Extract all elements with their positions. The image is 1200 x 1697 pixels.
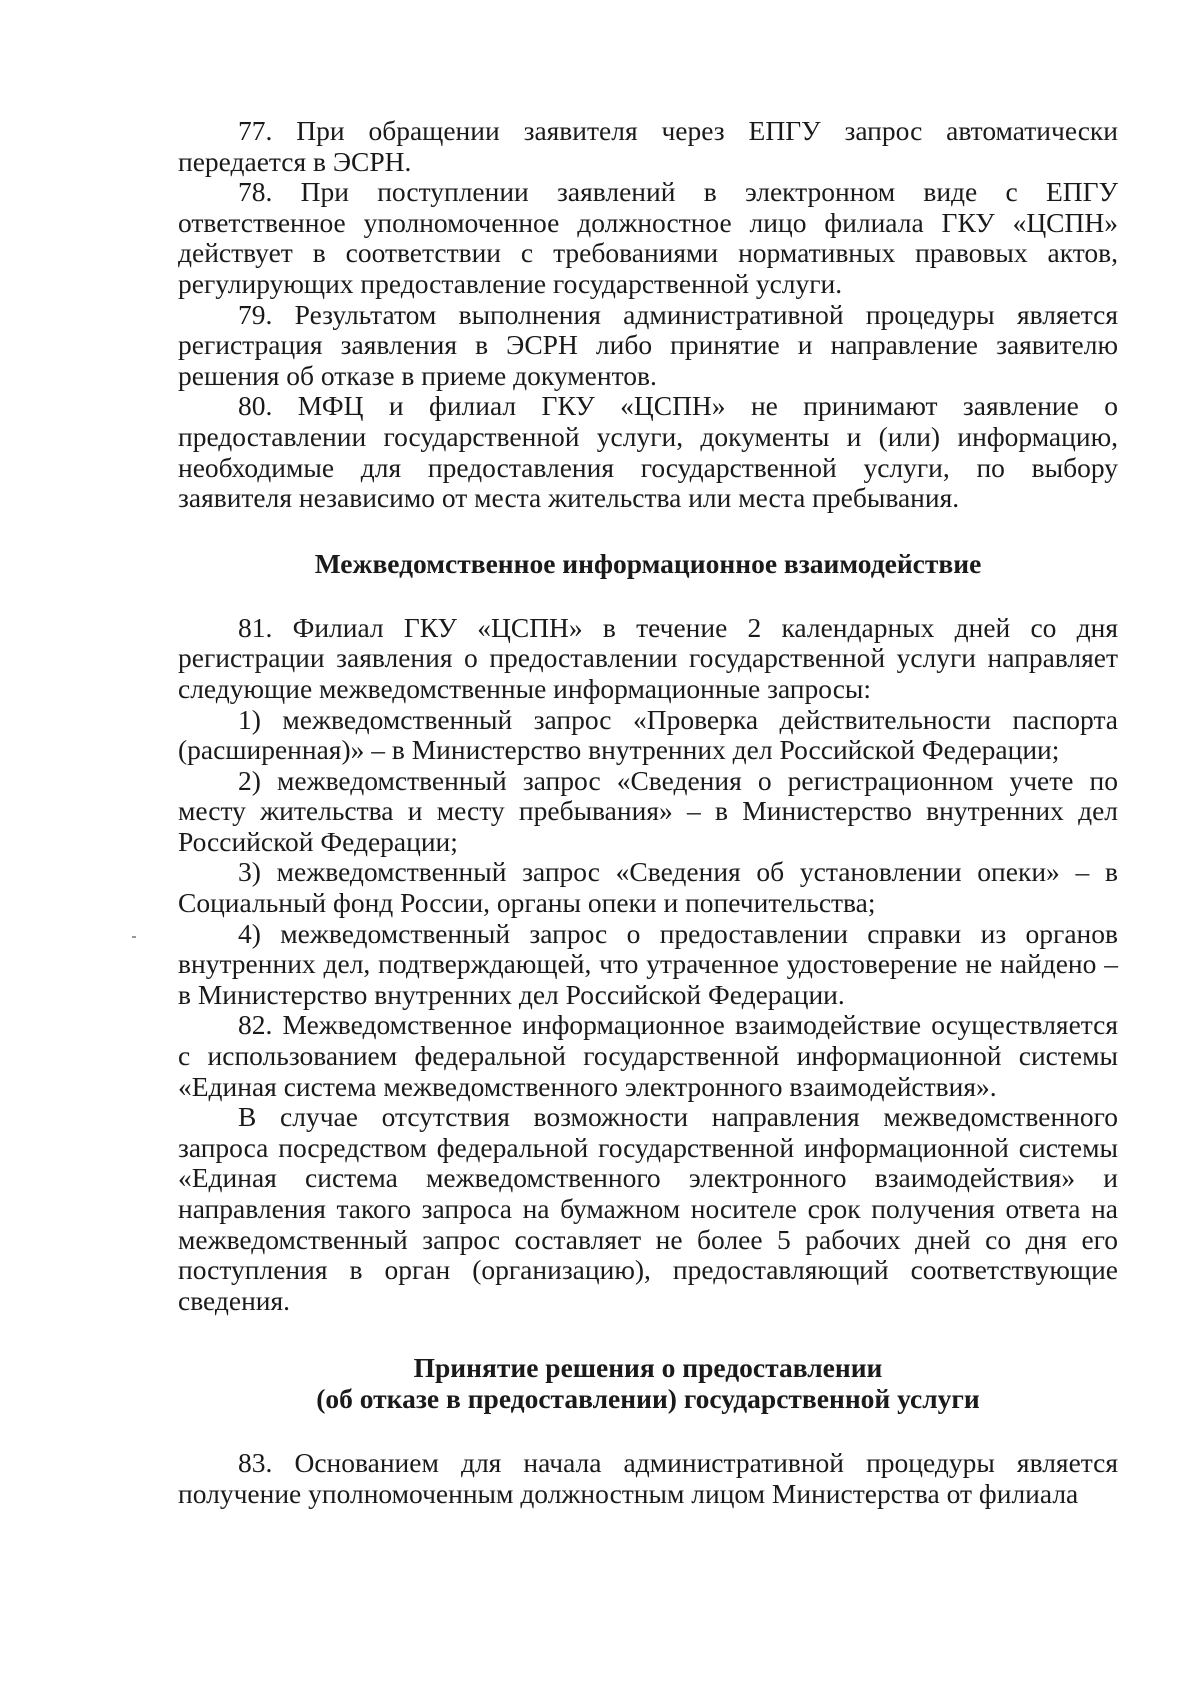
section-heading-decision	[178, 1352, 1118, 1414]
section-heading-decision-line-2: (об отказе в предоставлении) государственной услуги	[316, 1383, 980, 1415]
paragraph-77: 77. При обращении заявителя через ЕПГУ запрос автоматически передается в ЭСРН.	[178, 115, 1118, 177]
list-item-3: 3) межведомственный запрос «Сведения об установлении опеки» – в Социальный фонд России, органы опеки и попечительства;	[178, 856, 1118, 919]
paragraph-82: 82. Межведомственное информационное взаимодействие осуществляется с использованием федеральной государственной информационной системы «Единая система межведомственного электронного взаимодействия».	[178, 1009, 1118, 1102]
document-page	[178, 116, 1118, 1510]
paragraph-82-continued: В случае отсутствия возможности направления межведомственного запроса посредством федеральной государственной информационной системы «Единая система межведомственного электронного взаимодействия» и направления такого запроса на бумажном носителе срок получения ответа на межведомственный запрос составляет не более 5 рабочих дней со дня его поступления в орган (организацию), предоставляющий соответствующие сведения.	[178, 1101, 1118, 1316]
paragraph-79: 79. Результатом выполнения административной процедуры является регистрация заявления в ЭСРН либо принятие и направление заявителю решения об отказе в приеме документов.	[178, 298, 1118, 391]
list-item-1: 1) межведомственный запрос «Проверка действительности паспорта (расширенная)» – в Министерство внутренних дел Российской Федерации;	[178, 703, 1118, 766]
section-heading-interagency: Межведомственное информационное взаимодействие	[314, 547, 982, 579]
list-item-2: 2) межведомственный запрос «Сведения о регистрационном учете по месту жительства и месту пребывания» – в Министерство внутренних дел Российской Федерации;	[178, 764, 1118, 857]
paragraph-80: 80. МФЦ и филиал ГКУ «ЦСПН» не принимают заявление о предоставлении государственной услуги, документы и (или) информацию, необходимые для предоставления государственной услуги, по выбору заявителя независимо от места жительства или места пребывания.	[178, 390, 1118, 514]
paragraph-81: 81. Филиал ГКУ «ЦСПН» в течение 2 календарных дней со дня регистрации заявления о предоставлении государственной услуги направляет следующие межведомственные информационные запросы:	[178, 611, 1118, 704]
scan-margin-mark	[132, 936, 136, 938]
section-heading-decision-line-1: Принятие решения о предоставлении	[413, 1352, 883, 1384]
paragraph-83: 83. Основанием для начала административной процедуры является получение уполномоченным должностным лицом Министерства от филиала	[178, 1447, 1118, 1509]
list-item-4: 4) межведомственный запрос о предоставлении справки из органов внутренних дел, подтверждающей, что утраченное удостоверение не найдено – в Министерство внутренних дел Российской Федерации.	[178, 917, 1118, 1010]
paragraph-78: 78. При поступлении заявлений в электронном виде с ЕПГУ ответственное уполномоченное должностное лицо филиала ГКУ «ЦСПН» действует в соответствии с требованиями нормативных правовых актов, регулирующих предоставление государственной услуги.	[178, 176, 1118, 299]
